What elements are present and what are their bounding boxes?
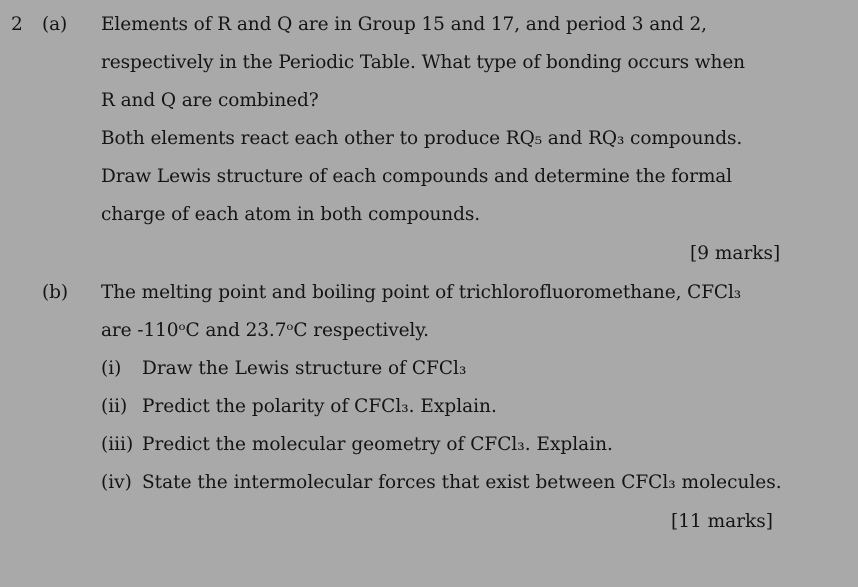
part-b-line-1: The melting point and boiling point of trichlorofluoromethane, CFCl₃ <box>101 282 742 303</box>
subpart-ii-label: (ii) <box>101 396 128 417</box>
part-a-label: (a) <box>42 14 68 35</box>
subpart-iii-text: Predict the molecular geometry of CFCl₃. Explain. <box>142 434 613 455</box>
question-number: 2 <box>11 14 23 35</box>
part-a-line-4: Both elements react each other to produce RQ₅ and RQ₃ compounds. <box>101 128 743 149</box>
part-a-line-2: respectively in the Periodic Table. What type of bonding occurs when <box>101 52 745 73</box>
subpart-iii-label: (iii) <box>101 434 134 455</box>
part-a-line-6: charge of each atom in both compounds. <box>101 204 481 225</box>
part-b-marks: [11 marks] <box>671 511 773 532</box>
part-b-line-2: are -110ᵒC and 23.7ᵒC respectively. <box>101 320 429 341</box>
subpart-ii-text: Predict the polarity of CFCl₃. Explain. <box>142 396 497 417</box>
part-a-line-5: Draw Lewis structure of each compounds and determine the formal <box>101 166 733 187</box>
part-b-label: (b) <box>42 282 68 303</box>
subpart-iv-label: (iv) <box>101 472 132 493</box>
subpart-i-label: (i) <box>101 358 122 379</box>
part-a-line-3: R and Q are combined? <box>101 90 319 111</box>
part-a-marks: [9 marks] <box>690 243 781 264</box>
subpart-i-text: Draw the Lewis structure of CFCl₃ <box>142 358 467 379</box>
part-a-line-1: Elements of R and Q are in Group 15 and 17, and period 3 and 2, <box>101 14 707 35</box>
subpart-iv-text: State the intermolecular forces that exist between CFCl₃ molecules. <box>142 472 782 493</box>
